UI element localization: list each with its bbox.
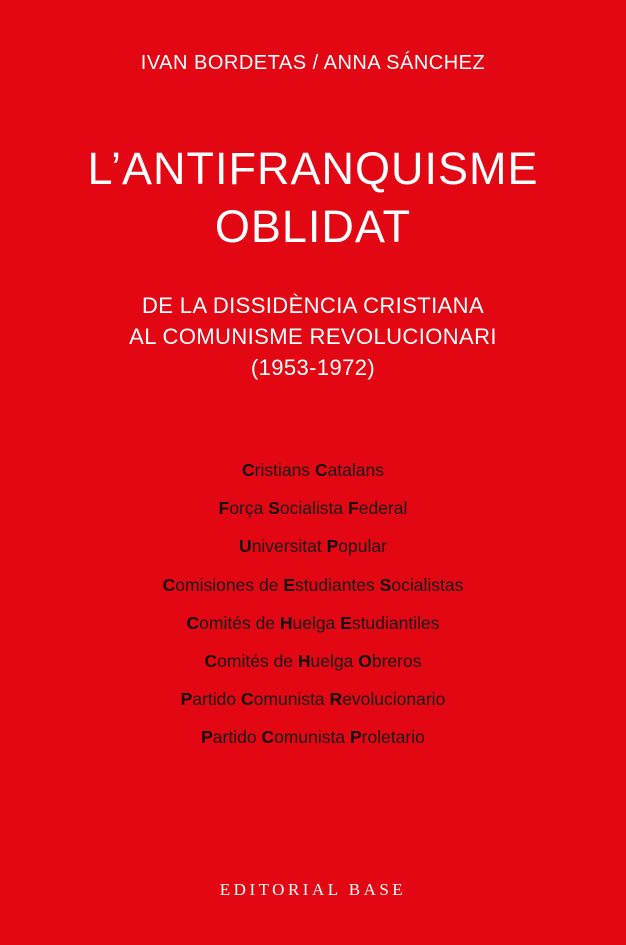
word-initial: E bbox=[340, 612, 352, 633]
organization-item: Cristians Catalans bbox=[241, 460, 385, 480]
title-line: L’ANTIFRANQUISME bbox=[87, 143, 539, 194]
word-initial: S bbox=[268, 498, 280, 519]
word-initial: P bbox=[180, 689, 193, 710]
publisher-name: EDITORIAL BASE bbox=[219, 880, 407, 899]
organization-item: Universitat Popular bbox=[239, 536, 387, 557]
organization-item: Comités de Huelga Obreros bbox=[204, 650, 422, 671]
book-subtitle bbox=[0, 290, 626, 383]
word-initial: C bbox=[162, 574, 176, 595]
word-initial: C bbox=[241, 689, 254, 710]
word-initial: O bbox=[358, 650, 372, 671]
word-initial: C bbox=[314, 460, 328, 480]
subtitle-line: DE LA DISSIDÈNCIA CRISTIANA bbox=[141, 293, 485, 318]
word-initial: E bbox=[283, 574, 295, 595]
word-initial: H bbox=[279, 612, 293, 633]
book-title bbox=[0, 140, 626, 256]
word-initial: P bbox=[349, 727, 362, 748]
authors: IVAN BORDETAS / ANNA SÁNCHEZ bbox=[140, 52, 486, 74]
organization-item: Partido Comunista Proletario bbox=[201, 727, 425, 748]
subtitle-line: AL COMUNISME REVOLUCIONARI bbox=[129, 324, 497, 349]
word-initial: H bbox=[297, 650, 311, 671]
word-initial: C bbox=[261, 727, 275, 748]
title-line: OBLIDAT bbox=[214, 201, 412, 252]
word-initial: C bbox=[186, 612, 200, 633]
word-initial: S bbox=[379, 574, 392, 595]
subtitle-line: (1953-1972) bbox=[250, 355, 376, 380]
word-initial: R bbox=[329, 689, 343, 710]
organization-item: Força Socialista Federal bbox=[218, 498, 408, 519]
word-initial: F bbox=[218, 498, 230, 519]
word-initial: C bbox=[204, 650, 218, 671]
word-initial: U bbox=[239, 536, 252, 557]
organization-item: Partido Comunista Revolucionario bbox=[180, 689, 446, 710]
word-initial: P bbox=[326, 536, 339, 557]
word-initial: F bbox=[348, 498, 359, 519]
organization-list bbox=[0, 455, 626, 761]
word-initial: C bbox=[241, 460, 255, 480]
word-initial: P bbox=[201, 727, 213, 748]
organization-item: Comités de Huelga Estudiantiles bbox=[186, 612, 440, 633]
organization-item: Comisiones de Estudiantes Socialistas bbox=[162, 574, 464, 595]
